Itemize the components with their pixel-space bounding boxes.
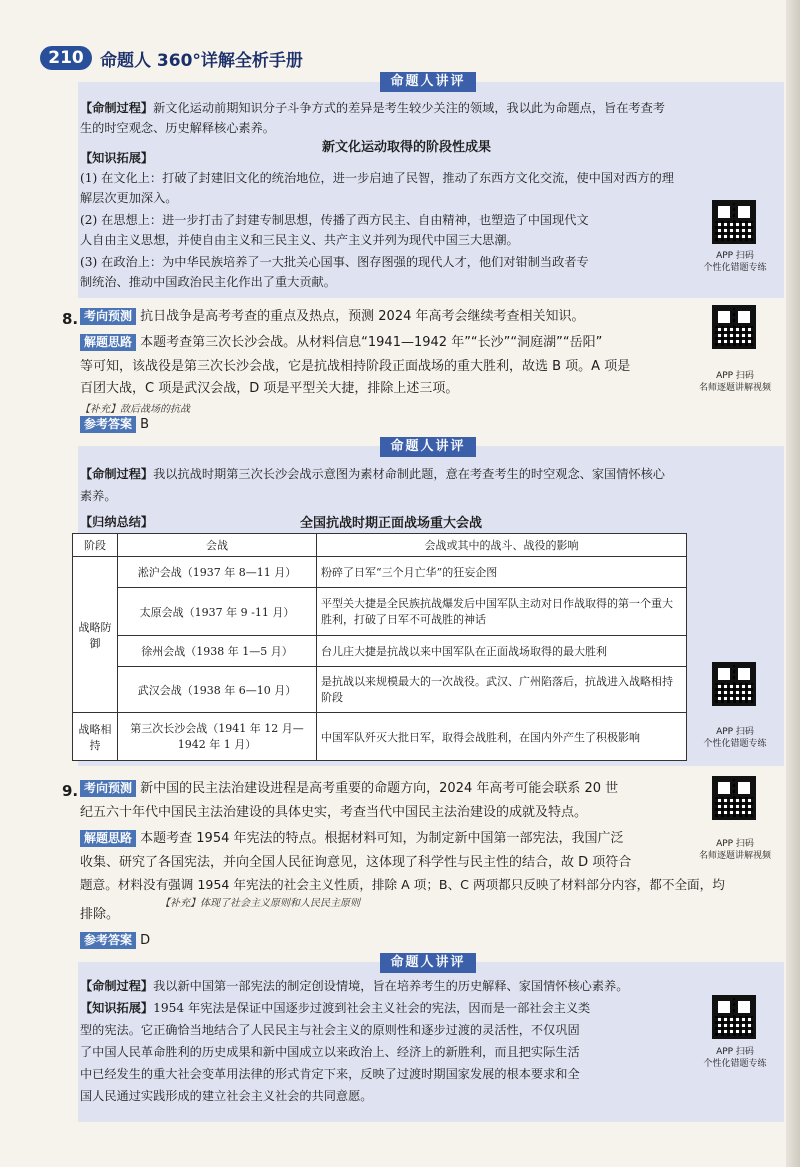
extension-tag: 【知识拓展】 [80, 1001, 154, 1015]
extension-tag: 【知识拓展】 [80, 151, 154, 165]
q9-answer [80, 932, 150, 950]
impact-cell: 台儿庄大捷是抗战以来中国军队在正面战场取得的最大胜利 [317, 636, 687, 667]
table-row [73, 713, 687, 761]
predict-text: 抗日战争是高考考查的重点及热点，预测 2024 年高考会继续考查相关知识。 [140, 309, 585, 324]
col-stage: 阶段 [73, 534, 118, 557]
qr-caption-2: APP 扫码 名师逐题讲解视频 [698, 371, 771, 393]
battle-cell: 徐州会战（1938 年 1—5 月） [118, 636, 317, 667]
battle-cell: 太原会战（1937 年 9 -11 月） [118, 588, 317, 636]
table-row [73, 557, 687, 588]
q8-idea-1 [80, 334, 602, 352]
q9-idea-3: 题意。材料没有强调 1954 年宪法的社会主义性质，排除 A 项；B、C 两项都只反映了材料部分内容，都不全面，均 [80, 877, 725, 892]
qr-caption-3: APP 扫码 个性化错题专练 [703, 727, 767, 749]
process-text: 新文化运动前期知识分子斗争方式的差异是考生较少关注的领域，我以此为命题点，旨在考查考 [153, 101, 665, 115]
predict-label: 考向预测 [80, 308, 136, 325]
box3-ext-5: 国人民通过实践形成的建立社会主义社会的共同意愿。 [80, 1089, 373, 1103]
q9-idea-2: 收集、研究了各国宪法，并向全国人民征询意见，这体现了科学性与民主性的结合，故 D 项符合 [80, 855, 632, 870]
idea-text: 本题考查第三次长沙会战。从材料信息“1941—1942 年”“长沙”“洞庭湖”“岳阳” [140, 335, 603, 350]
q8-idea-2: 等可知，该战役是第三次长沙会战，它是抗战相持阶段正面战场的重大胜利，故选 B 项。A 项是 [80, 359, 631, 374]
impact-cell: 粉碎了日军“三个月亡华”的狂妄企图 [317, 557, 687, 588]
answer-label: 参考答案 [80, 932, 136, 949]
ext-line-2b: 人自由主义思想，并使自由主义和三民主义、共产主义并列为现代中国三大思潮。 [80, 233, 519, 247]
battle-cell: 淞沪会战（1937 年 8—11 月） [118, 557, 317, 588]
q9-idea-1 [80, 830, 624, 848]
impact-cell: 平型关大捷是全民族抗战爆发后中国军队主动对日作战取得的第一个重大胜利，打破了日军不可战胜的神话 [317, 588, 687, 636]
stage-stalemate: 战略相持 [73, 713, 118, 761]
qr-code-3[interactable] [712, 662, 756, 706]
ext-line-1: (1) 在文化上：打破了封建旧文化的统治地位，进一步启迪了民智，推动了东西方文化交流，使中国对西方的理 [80, 171, 674, 185]
battle-cell: 武汉会战（1938 年 6—10 月） [118, 667, 317, 713]
extension-text: 1954 年宪法是保证中国逐步过渡到社会主义社会的宪法，因而是一部社会主义类 [153, 1001, 591, 1015]
box3-ext-4: 中已经发生的重大社会变革用法律的形式肯定下来，反映了过渡时期国家发展的根本要求和全 [80, 1067, 580, 1081]
qr-caption-1: APP 扫码 个性化错题专练 [703, 251, 767, 273]
ext-line-1b: 解层次更加深入。 [80, 191, 178, 205]
table-header-row [73, 534, 687, 557]
battle-cell: 第三次长沙会战（1941 年 12 月—1942 年 1 月） [118, 713, 317, 761]
process-line-2: 生的时空观念、历史解释核心素养。 [80, 121, 275, 135]
predict-label: 考向预测 [80, 780, 136, 797]
impact-cell: 中国军队歼灭大批日军，取得会战胜利，在国内外产生了积极影响 [317, 713, 687, 761]
impact-cell: 是抗战以来规模最大的一次战役。武汉、广州陷落后，抗战进入战略相持阶段 [317, 667, 687, 713]
box3-ext-2: 型的宪法。它正确恰当地结合了人民民主与社会主义的原则性和逐步过渡的灵活性，不仅巩固 [80, 1023, 580, 1037]
q9-predict-2: 纪五六十年代中国民主法治建设的具体史实，考查当代中国民主法治建设的成就及特点。 [80, 805, 588, 820]
q8-answer [80, 416, 149, 434]
answer-label: 参考答案 [80, 416, 136, 433]
box3-ext-1 [80, 1000, 590, 1016]
predict-text: 新中国的民主法治建设进程是高考重要的命题方向，2024 年高考可能会联系 20 世 [140, 781, 619, 796]
col-impact: 会战或其中的战斗、战役的影响 [317, 534, 687, 557]
q9-predict-1 [80, 780, 618, 798]
question-9-number: 9. [62, 782, 79, 800]
question-8-number: 8. [62, 310, 79, 328]
page-header [0, 44, 420, 74]
process-text: 我以新中国第一部宪法的制定创设情境，旨在培养考生的历史解释、家国情怀核心素养。 [153, 979, 629, 993]
box2-process-1 [80, 466, 665, 482]
idea-label: 解题思路 [80, 334, 136, 351]
idea-text: 本题考查 1954 年宪法的特点。根据材料可知，为制定新中国第一部宪法，我国广泛 [140, 831, 624, 846]
q8-note: 【补充】敌后战场的抗战 [80, 404, 190, 415]
ext-line-3: (3) 在政治上：为中华民族培养了一大批关心国事、图存图强的现代人才，他们对钳制当政者专 [80, 255, 589, 269]
qr-code-5[interactable] [712, 995, 756, 1039]
qr-code-2[interactable] [712, 305, 756, 349]
table-title: 全国抗战时期正面战场重大会战 [300, 516, 483, 531]
table-row [73, 636, 687, 667]
q9-idea-4: 排除。 [80, 907, 120, 922]
table-row [73, 588, 687, 636]
idea-label: 解题思路 [80, 830, 136, 847]
q9-note: 【补充】体现了社会主义原则和人民民主原则 [160, 898, 360, 909]
commentary-heading-3: 命题人讲评 [380, 953, 476, 973]
process-text: 我以抗战时期第三次长沙会战示意图为素材命制此题，意在考查考生的时空观念、家国情怀核心 [153, 467, 665, 481]
process-line-1 [80, 100, 665, 116]
q8-predict [80, 308, 585, 326]
box3-ext-3: 了中国人民革命胜利的历史成果和新中国成立以来政治上、经济上的新胜利，而且把实际生活 [80, 1045, 580, 1059]
ext-line-3b: 制统治、推动中国政治民主化作出了重大贡献。 [80, 275, 336, 289]
col-battle: 会战 [118, 534, 317, 557]
ext-line-2: (2) 在思想上：进一步打击了封建专制思想，传播了西方民主、自由精神，也塑造了中国现代文 [80, 213, 589, 227]
extension-title: 新文化运动取得的阶段性成果 [322, 140, 492, 155]
book-title: 命题人 360°详解全析手册 [100, 51, 303, 71]
page-edge [786, 0, 800, 1167]
stage-defense: 战略防御 [73, 557, 118, 713]
commentary-heading-1: 命题人讲评 [380, 72, 476, 92]
qr-code-1[interactable] [712, 200, 756, 244]
answer-value: D [140, 933, 151, 948]
qr-caption-4: APP 扫码 名师逐题讲解视频 [698, 839, 771, 861]
battles-table [72, 533, 687, 761]
process-tag: 【命制过程】 [80, 467, 154, 481]
q8-idea-3: 百团大战，C 项是武汉会战，D 项是平型关大捷，排除上述三项。 [80, 381, 459, 396]
page-number: 210 [40, 46, 92, 70]
process-tag: 【命制过程】 [80, 101, 154, 115]
answer-value: B [140, 417, 150, 432]
table-row [73, 667, 687, 713]
qr-caption-5: APP 扫码 个性化错题专练 [703, 1047, 767, 1069]
box3-process [80, 978, 628, 994]
box2-process-2: 素养。 [80, 489, 117, 503]
commentary-heading-2: 命题人讲评 [380, 437, 476, 457]
process-tag: 【命制过程】 [80, 979, 154, 993]
qr-code-4[interactable] [712, 776, 756, 820]
summary-tag: 【归纳总结】 [80, 515, 154, 529]
